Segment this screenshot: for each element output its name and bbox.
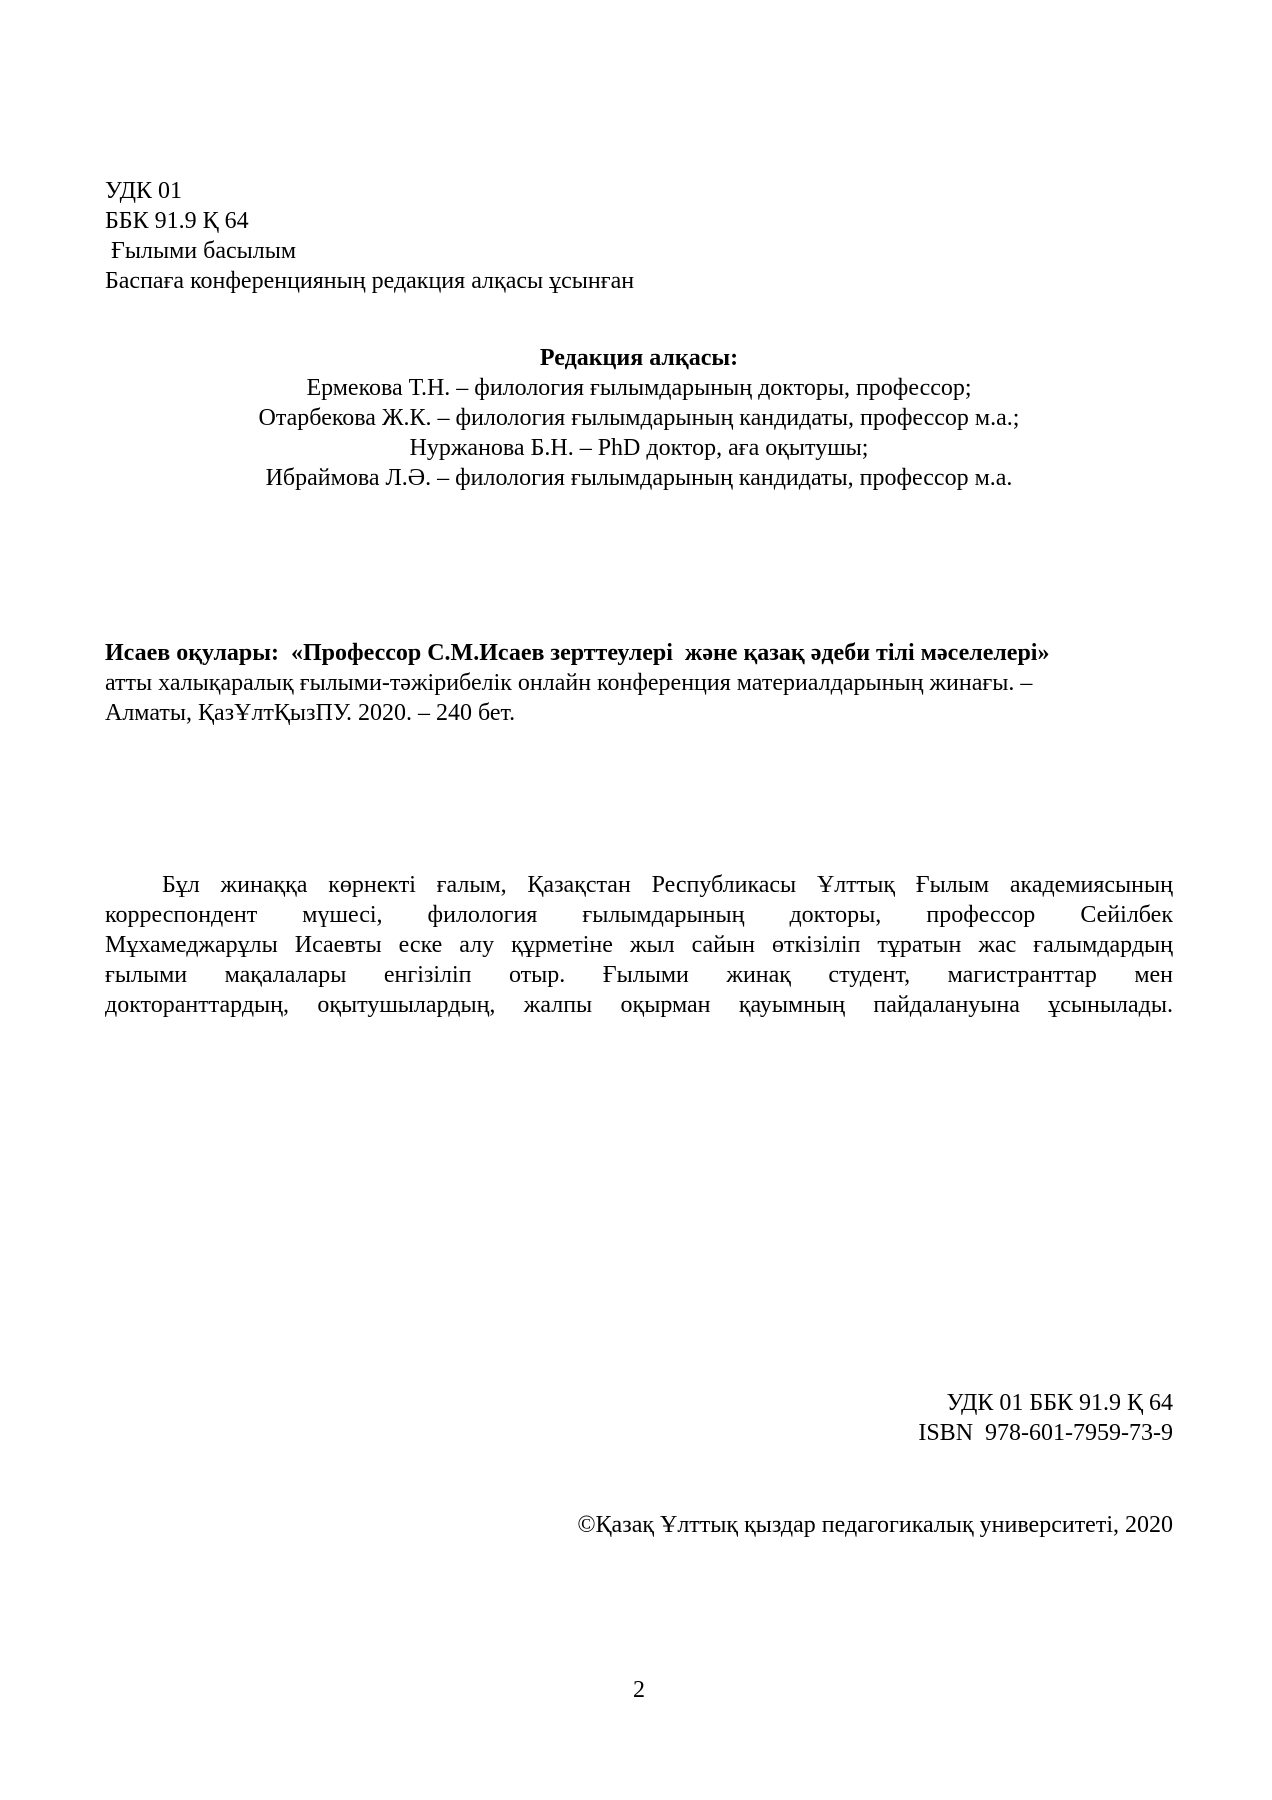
abstract-line: Мұхамеджарұлы Исаевты еске алу құрметіне жыл сайын өткізіліп тұратын жас ғалымдардың [105,932,1173,958]
editorial-member: Ибраймова Л.Ә. – филология ғылымдарының кандидаты, профессор м.а. [265,465,1013,491]
abstract-line: корреспондент мүшесі, филология ғылымдарының докторы, профессор Сейілбек [105,902,1173,928]
udk-bbk-footer: УДК 01 ББК 91.9 Қ 64 [946,1390,1173,1416]
abstract-line: докторанттардың, оқытушылардың, жалпы оқырман қауымның пайдалануына ұсынылады. [105,992,1173,1018]
editorial-board-heading: Редакция алқасы: [539,345,739,371]
editorial-board-block [105,343,1173,493]
page-number [105,1675,1173,1705]
abstract-paragraph [105,870,1173,1020]
editorial-member: Нуржанова Б.Н. – PhD доктор, аға оқытушы; [409,435,869,461]
abstract-line: Бұл жинаққа көрнекті ғалым, Қазақстан Республикасы Ұлттық Ғылым академиясының [162,872,1173,898]
udk-code: УДК 01 [105,178,182,204]
bibliographic-annotation [105,638,1173,728]
bbk-code: ББК 91.9 Қ 64 [105,208,249,234]
abstract-line: ғылыми мақалалары енгізіліп отыр. Ғылыми жинақ студент, магистранттар мен [105,962,1173,988]
recommendation-note: Баспаға конференцияның редакция алқасы ұсынған [105,268,635,294]
publisher-line: Алматы, ҚазҰлтҚызПУ. 2020. – 240 бет. [105,700,516,726]
copyright-block [105,1510,1173,1540]
editorial-member: Ермекова Т.Н. – филология ғылымдарының докторы, профессор; [306,375,972,401]
publication-type: Ғылыми басылым [105,238,297,264]
copyright-notice: ©Қазақ Ұлттық қыздар педагогикалық университеті, 2020 [577,1512,1173,1538]
imprint-header-block [105,176,1173,296]
editorial-member: Отарбекова Ж.К. – филология ғылымдарының кандидаты, профессор м.а.; [258,405,1020,431]
proceedings-title: Исаев оқулары: «Профессор С.М.Исаев зерттеулері және қазақ әдеби тілі мәселелері» [105,640,1050,666]
proceedings-subtitle: атты халықаралық ғылыми-тәжірибелік онлайн конференция материалдарының жинағы. – [105,670,1033,696]
codes-block [105,1388,1173,1448]
isbn-number: ISBN 978-601-7959-73-9 [918,1420,1173,1446]
page-number-value: 2 [633,1677,645,1703]
